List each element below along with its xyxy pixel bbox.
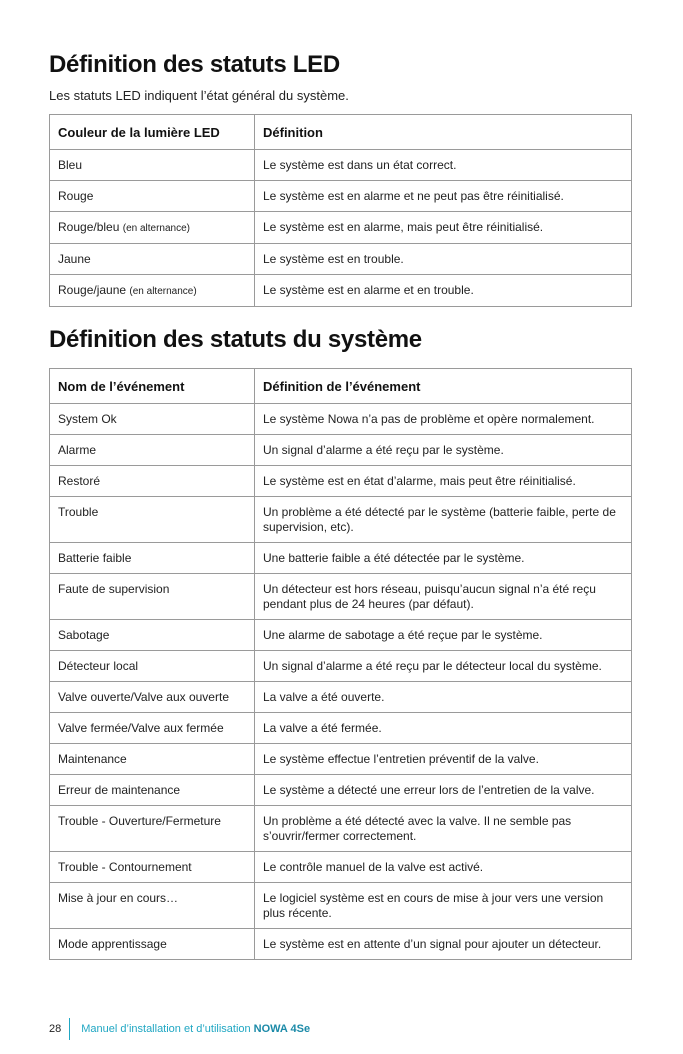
section-title-system: Définition des statuts du système	[49, 326, 422, 353]
table-row	[50, 620, 632, 651]
event-name-cell: Mise à jour en cours…	[50, 883, 255, 929]
section-title-led: Définition des statuts LED	[49, 51, 340, 78]
table-header-row	[50, 115, 632, 150]
led-color-cell	[50, 181, 255, 212]
event-name-cell: System Ok	[50, 404, 255, 435]
event-definition-cell: Un signal d’alarme a été reçu par le système.	[255, 435, 632, 466]
event-definition-cell: Le système effectue l’entretien préventif de la valve.	[255, 744, 632, 775]
event-definition-cell: Le contrôle manuel de la valve est activé.	[255, 852, 632, 883]
event-definition-cell: Une alarme de sabotage a été reçue par le système.	[255, 620, 632, 651]
event-name-cell: Valve ouverte/Valve aux ouverte	[50, 682, 255, 713]
definition-cell: Le système est en alarme et ne peut pas être réinitialisé.	[255, 181, 632, 212]
event-definition-cell: Le système Nowa n’a pas de problème et opère normalement.	[255, 404, 632, 435]
column-header-definition: Définition	[255, 115, 632, 150]
table-row	[50, 744, 632, 775]
event-definition-cell: Un détecteur est hors réseau, puisqu’aucun signal n’a été reçu pendant plus de 24 heures (par défaut).	[255, 574, 632, 620]
event-definition-cell: Le système est en état d’alarme, mais peut être réinitialisé.	[255, 466, 632, 497]
event-definition-cell: Le système a détecté une erreur lors de l’entretien de la valve.	[255, 775, 632, 806]
table-row	[50, 275, 632, 307]
column-header-led-color: Couleur de la lumière LED	[50, 115, 255, 150]
led-color-name: Rouge	[58, 189, 94, 203]
table-row	[50, 404, 632, 435]
led-color-cell	[50, 275, 255, 307]
table-row	[50, 497, 632, 543]
table-row	[50, 852, 632, 883]
definition-cell: Le système est en alarme et en trouble.	[255, 275, 632, 307]
footer-divider	[69, 1018, 70, 1040]
event-definition-cell: Un problème a été détecté avec la valve. Il ne semble pas s’ouvrir/fermer correctement.	[255, 806, 632, 852]
table-row	[50, 682, 632, 713]
page-footer	[49, 1018, 310, 1040]
table-row	[50, 651, 632, 682]
event-name-cell: Alarme	[50, 435, 255, 466]
event-definition-cell: La valve a été fermée.	[255, 713, 632, 744]
event-name-cell: Faute de supervision	[50, 574, 255, 620]
event-name-cell: Restoré	[50, 466, 255, 497]
table-row	[50, 775, 632, 806]
event-name-cell: Maintenance	[50, 744, 255, 775]
event-name-cell: Détecteur local	[50, 651, 255, 682]
page-number: 28	[49, 1023, 62, 1035]
event-definition-cell: Une batterie faible a été détectée par le système.	[255, 543, 632, 574]
event-name-cell: Trouble - Ouverture/Fermeture	[50, 806, 255, 852]
led-color-name: Bleu	[58, 158, 83, 172]
led-status-table	[49, 114, 632, 307]
definition-cell: Le système est en trouble.	[255, 244, 632, 275]
led-color-name: Jaune	[58, 252, 91, 266]
table-row	[50, 543, 632, 574]
event-name-cell: Sabotage	[50, 620, 255, 651]
table-row	[50, 244, 632, 275]
led-color-cell	[50, 150, 255, 181]
table-row	[50, 212, 632, 244]
section-intro-led: Les statuts LED indiquent l’état général du système.	[49, 88, 349, 103]
event-name-cell: Valve fermée/Valve aux fermée	[50, 713, 255, 744]
table-row	[50, 435, 632, 466]
event-definition-cell: Un signal d’alarme a été reçu par le détecteur local du système.	[255, 651, 632, 682]
event-name-cell: Trouble	[50, 497, 255, 543]
led-color-cell	[50, 212, 255, 244]
event-definition-cell: La valve a été ouverte.	[255, 682, 632, 713]
table-header-row	[50, 369, 632, 404]
event-name-cell: Erreur de maintenance	[50, 775, 255, 806]
table-row	[50, 466, 632, 497]
table-row	[50, 929, 632, 960]
led-color-name: Rouge/jaune	[58, 283, 127, 297]
table-row	[50, 713, 632, 744]
system-status-table	[49, 368, 632, 960]
table-row	[50, 806, 632, 852]
column-header-event-definition: Définition de l’événement	[255, 369, 632, 404]
footer-title: Manuel d’installation et d’utilisation	[81, 1023, 251, 1035]
column-header-event-name: Nom de l’événement	[50, 369, 255, 404]
definition-cell: Le système est en alarme, mais peut être réinitialisé.	[255, 212, 632, 244]
definition-cell: Le système est dans un état correct.	[255, 150, 632, 181]
event-definition-cell: Le système est en attente d’un signal pour ajouter un détecteur.	[255, 929, 632, 960]
event-name-cell: Trouble - Contournement	[50, 852, 255, 883]
event-definition-cell: Le logiciel système est en cours de mise à jour vers une version plus récente.	[255, 883, 632, 929]
led-color-name: Rouge/bleu	[58, 220, 120, 234]
table-row	[50, 181, 632, 212]
led-color-note: (en alternance)	[122, 223, 190, 234]
footer-brand: NOWA 4Se	[253, 1023, 311, 1035]
event-definition-cell: Un problème a été détecté par le système (batterie faible, perte de supervision, etc).	[255, 497, 632, 543]
event-name-cell: Batterie faible	[50, 543, 255, 574]
table-row	[50, 150, 632, 181]
event-name-cell: Mode apprentissage	[50, 929, 255, 960]
table-row	[50, 574, 632, 620]
led-color-note: (en alternance)	[129, 286, 197, 297]
table-row	[50, 883, 632, 929]
led-color-cell	[50, 244, 255, 275]
